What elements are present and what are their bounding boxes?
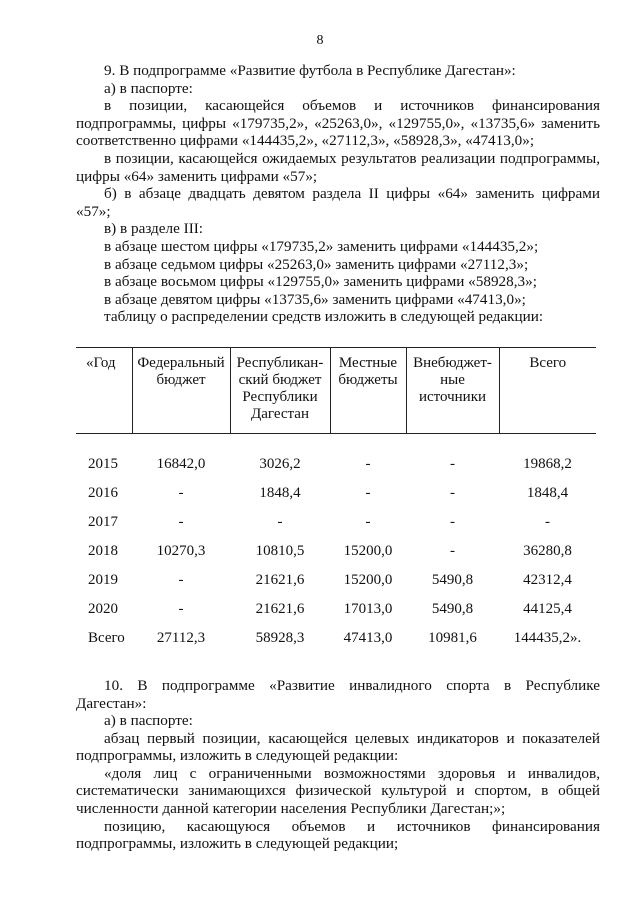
section9-passport-label: а) в паспорте:: [104, 79, 193, 97]
table-cell: 17013,0: [343, 600, 393, 617]
table-cell: 16842,0: [156, 455, 206, 472]
page-number: 8: [316, 33, 324, 48]
table-cell: 44125,4: [523, 600, 572, 617]
table-cell: 42312,4: [523, 571, 572, 588]
table-cell: 15200,0: [343, 542, 393, 559]
table-intro: таблицу о распределении средств изложить в следующей редакции:: [104, 308, 544, 326]
table-header-row: [76, 347, 596, 433]
table-cell: 5490,8: [431, 571, 474, 588]
table-row: [76, 595, 596, 624]
table-cell: -: [178, 484, 184, 501]
table-cell: -: [365, 484, 371, 501]
column-header: Местные бюджеты: [330, 347, 406, 433]
column-header: Всего: [499, 347, 596, 433]
table-cell: -: [450, 484, 455, 501]
table-cell: -: [545, 513, 550, 530]
clause-v-line: в абзаце седьмом цифры «25263,0» заменить цифрами «27112,3»;: [104, 255, 529, 273]
table-cell: 58928,3: [255, 629, 305, 646]
table-cell: 2018: [88, 542, 118, 559]
quote-line: систематически занимающихся физической культурой и спортом, в общей: [76, 782, 600, 800]
funding-line: позицию, касающуюся объемов и источников финансирования: [104, 817, 600, 835]
table-cell: 3026,2: [259, 455, 301, 472]
section10-heading: 10. В подпрограмме «Развитие инвалидного спорта в Республике: [104, 676, 600, 694]
table-cell: 144435,2».: [513, 629, 582, 646]
table-cell: 2016: [88, 484, 118, 501]
table-cell: -: [178, 600, 184, 617]
section10: [76, 677, 600, 853]
table-cell: -: [277, 513, 283, 530]
table-row: [76, 566, 596, 595]
table-cell: 36280,8: [523, 542, 572, 559]
table-row: [76, 537, 596, 566]
column-header: Республикан-ский бюджет Республики Дагестан: [230, 347, 330, 433]
clause-v-line: в абзаце шестом цифры «179735,2» заменить цифрами «144435,2»;: [104, 237, 539, 255]
funding-line: подпрограммы, изложить в следующей редакции;: [76, 835, 399, 853]
column-header: Федеральный бюджет: [132, 347, 230, 433]
results-line: в позиции, касающейся ожидаемых результатов реализации подпрограммы,: [104, 149, 600, 167]
table-cell: -: [450, 455, 455, 472]
funding-line: в позиции, касающейся объемов и источников финансирования: [104, 97, 600, 115]
column-header: Внебюджет-ные источники: [406, 347, 499, 433]
table-cell: -: [178, 513, 184, 530]
clause-v-label: в) в разделе III:: [104, 220, 204, 238]
funding-line: подпрограммы, цифры «179735,2», «25263,0», «129755,0», «13735,6» заменить: [76, 114, 600, 132]
table-cell: -: [450, 513, 455, 530]
document-body: [76, 62, 600, 853]
table-cell: -: [178, 571, 184, 588]
table-cell: 27112,3: [156, 629, 206, 646]
section10-heading: Дагестан»:: [76, 694, 147, 712]
table-cell: 47413,0: [343, 629, 393, 646]
table-cell: 10981,6: [428, 629, 477, 646]
quote-line: «доля лиц с ограниченными возможностями здоровья и инвалидов,: [104, 764, 600, 782]
table-cell: 2020: [88, 600, 118, 617]
clause-v-line: в абзаце девятом цифры «13735,6» заменить цифрами «47413,0»;: [104, 290, 526, 308]
table-row: [76, 433, 596, 479]
clause-b-line: «57»;: [76, 202, 111, 220]
table-cell: 19868,2: [523, 455, 572, 472]
table-cell: -: [365, 455, 371, 472]
results-line: цифры «64» заменить цифрами «57»;: [76, 167, 318, 185]
section10-passport-label: а) в паспорте:: [104, 712, 193, 730]
table-cell: 10270,3: [156, 542, 206, 559]
quote-line: численности данной категории населения Республики Дагестан;»;: [76, 800, 506, 818]
column-header: «Год: [76, 347, 132, 433]
table-cell: 2015: [88, 455, 118, 472]
table-cell: 21621,6: [255, 571, 305, 588]
table-cell: -: [450, 542, 455, 559]
indicator-line: подпрограммы, изложить в следующей редакции:: [76, 747, 399, 765]
table-row: [76, 479, 596, 508]
clause-b-line: б) в абзаце двадцать девятом раздела II цифры «64» заменить цифрами: [104, 185, 600, 203]
budget-table: [76, 347, 596, 653]
funding-line: соответственно цифрами «144435,2», «27112,3», «58928,3», «47413,0»;: [76, 132, 535, 150]
table-row: [76, 508, 596, 537]
table-cell: 10810,5: [255, 542, 305, 559]
table-cell: 5490,8: [431, 600, 474, 617]
table-cell: 2017: [88, 513, 118, 530]
table-cell: 15200,0: [343, 571, 393, 588]
table-total-row: [76, 624, 596, 653]
table-cell: 1848,4: [259, 484, 301, 501]
table-cell: Всего: [88, 629, 125, 646]
clause-v-line: в абзаце восьмом цифры «129755,0» заменить цифрами «58928,3»;: [104, 273, 537, 291]
table-cell: -: [365, 513, 371, 530]
section9-heading: 9. В подпрограмме «Развитие футбола в Республике Дагестан»:: [104, 62, 516, 79]
table-cell: 1848,4: [526, 484, 569, 501]
table-cell: 21621,6: [255, 600, 305, 617]
table-cell: 2019: [88, 571, 118, 588]
indicator-line: абзац первый позиции, касающейся целевых индикаторов и показателей: [104, 729, 600, 747]
